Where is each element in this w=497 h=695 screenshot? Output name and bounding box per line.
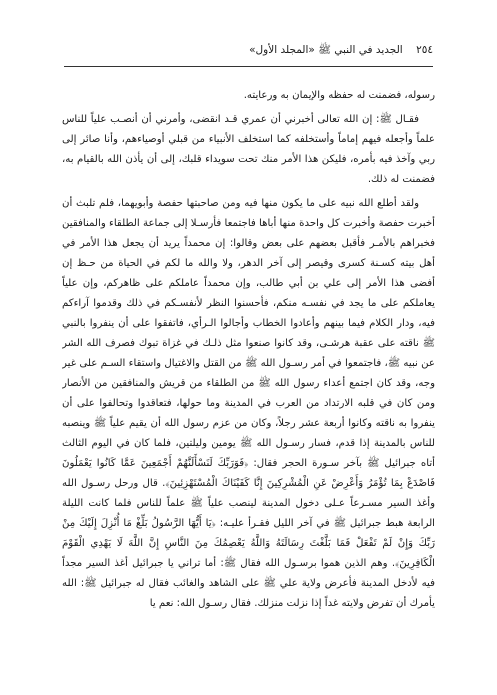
- header-rule: [64, 66, 433, 67]
- page-number: ٢٥٤: [416, 44, 433, 56]
- header-spacer: [406, 44, 413, 56]
- page-body: [62, 86, 435, 665]
- book-title: الجديد في النبي ﷺ «المجلد الأول»: [249, 44, 403, 56]
- running-header: [64, 42, 433, 58]
- paragraph-3: ولقد أطلع الله نبيه على ما يكون منها فيه ومن صاحبتها حفصة وأبويهما، فلم تلبث أن أخبرت حفصة وأخبرت كل واحدة منها أباها فاجتمعا فأرسـلا إلى جماعة الطلقاء والمنافقين فخبراهم بالأمـر فأقبل بعضهم على بعض وقالوا: إن محمداً يريد أن يجعل هذا الأمر في أهل بيته كسـنة كسرى وقيصر إلى آخر الدهر، ولا والله ما لكم في الحياة من حـظ إن أفضى هذا الأمر إلى علي بن أبي طالب، وإن محمداً عاملكم على ظاهركم، وإن علياً يعاملكم على ما يجد في نفسـه منكم، فأحسنوا النظر لأنفسـكم في ذلك وقدموا آراءكم فيه، ودار الكلام فيما بينهم وأعادوا الخطاب وأجالوا الـرأي، فاتفقوا على أن ينفروا بالنبي ﷺ ناقته على عقبة هرشـى، وقد كانوا صنعوا مثل ذلـك في غزاة تبوك فصرف الله الشر عن نبيه ﷺ، فاجتمعوا في أمر رسـول الله ﷺ من القتل والاغتيال واستقاء السـم على غير وجه، وقد كان اجتمع أعداء رسول الله ﷺ من الطلقاء من قريش والمنافقين من الأنصار ومن كان في قلبه الارتداد من العرب في المدينة وما حولها، فتعاقدوا وتحالفوا على أن ينفروا به ناقته وكانوا أربعة عشر رجلاً، وكان من عزم رسول الله أن يقيم علياً ﷺ وينصبه للناس بالمدينة إذا قدم، فسار رسـول الله ﷺ يومين وليلتين، فلما كان في اليوم الثالث أتاه جبرائيل ﷺ بآخر سـورة الحجر فقال: ﴿فَوَرَبِّكَ لَنَسْأَلَنَّهُمْ أَجْمَعِينَ عَمَّا كَانُوا يَعْمَلُونَ فَاصْدَعْ بِمَا تُؤْمَرُ وَأَعْرِضْ عَنِ الْمُشْرِكِينَ إِنَّا كَفَيْنَاكَ الْمُسْتَهْزِئِينَ﴾. قال ورحل رسـول الله وأغذ السير مسـرعاً عـلى دخول المدينة لينصب علياً ﷺ علماً للناس فلما كانت الليلة الرابعة هبط جبرائيل ﷺ في آخر الليل فقـرأ عليـه: ﴿يَا أَيُّهَا الرَّسُولُ بَلِّغْ مَا أُنْزِلَ إِلَيْكَ مِنْ رَبِّكَ وَإِنْ لَمْ تَفْعَلْ فَمَا بَلَّغْتَ رِسَالَتَهُ وَاللَّهُ يَعْصِمُكَ مِنَ النَّاسِ إِنَّ اللَّهَ لَا يَهْدِي الْقَوْمَ الْكَافِرِينَ﴾. وهم الذين هموا برسـول الله فقال ﷺ: أما تراني يا جبرائيل أغذ السير مجداً فيه لأدخل المدينة فأعرض ولاية علي ﷺ على الشاهد والغائب فقال له جبرائيل ﷺ: الله يأمرك أن تفرض ولايته غداً إذا نزلت منزلك. فقال رسـول الله: نعم يا: [62, 198, 435, 609]
- paragraph-2: فقـال ﷺ: إن الله تعالى أخبرني أن عمري قـد انقضى، وأمرني أن أنصـب علياً للناس علماً وأجعله فيهم إماماً وأستخلفه كما استخلف الأنبياء من قبلي أوصياءهم، وأنا صائر إلى ربي وآخذ فيه بأمره، فليكن هذا الأمر منك تحت سويداء قلبك، إلى أن يأذن الله بالقيام به، فضمنت له ذلك.: [62, 114, 435, 185]
- paragraph-1: رسوله، فضمنت له حفظه والإيمان به ورعايته.: [243, 90, 435, 101]
